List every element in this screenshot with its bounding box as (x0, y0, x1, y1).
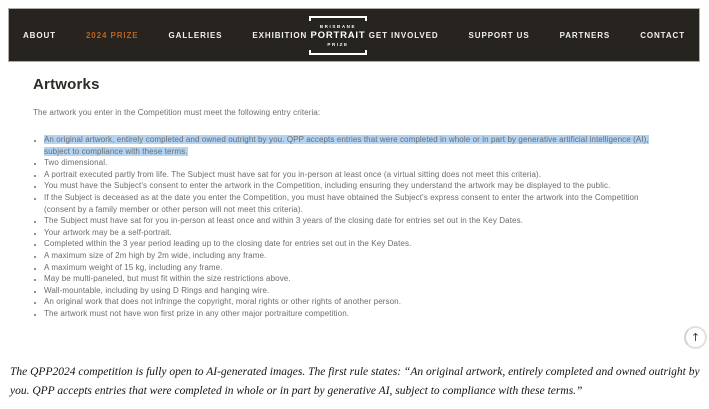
main-nav (8, 8, 700, 62)
brand-logo[interactable] (307, 16, 369, 55)
nav-item-contact[interactable]: CONTACT (640, 30, 685, 40)
logo-line-brisbane: BRISBANE (319, 23, 357, 29)
nav-item-about[interactable]: ABOUT (23, 30, 56, 40)
nav-item-support-us[interactable]: SUPPORT US (468, 30, 530, 40)
logo-line-prize: PRIZE (327, 41, 349, 47)
logo-bracket-bottom-icon (309, 50, 367, 55)
nav-item-partners[interactable]: PARTNERS (559, 30, 611, 40)
criteria-item: • Wall-mountable, including by using D Rings and hanging wire. (44, 285, 665, 297)
criteria-item: • Two dimensional. (44, 157, 665, 169)
criteria-item: • If the Subject is deceased as at the date you enter the Competition, you must have obtained the Subject's express consent to enter the artwork into the Competition (consent by a family member or other person will not meet this criteria). (44, 192, 665, 215)
arrow-up-icon: ↑ (690, 331, 701, 344)
criteria-item: • The artwork must not have won first prize in any other major portraiture competition. (44, 308, 665, 320)
criteria-item: • You must have the Subject's consent to enter the artwork in the Competition, including ensuring they understand the artwork may be displayed to the public. (44, 180, 665, 192)
nav-item-galleries[interactable]: GALLERIES (168, 30, 223, 40)
criteria-item (44, 134, 665, 157)
nav-item-exhibition[interactable]: EXHIBITION (252, 30, 308, 40)
nav-item-2024-prize[interactable]: 2024 PRIZE (85, 30, 139, 40)
criteria-item: • Your artwork may be a self-portrait. (44, 227, 665, 239)
logo-bracket-top-icon (309, 16, 367, 21)
criteria-item: • A maximum size of 2m high by 2m wide, including any frame. (44, 250, 665, 262)
intro-text: The artwork you enter in the Competition must meet the following entry criteria: (33, 108, 321, 117)
nav-item-get-involved[interactable]: GET INVOLVED (368, 30, 439, 40)
scroll-to-top-button[interactable] (684, 326, 707, 349)
criteria-item: • The Subject must have sat for you in-person at least once and within 3 years of the closing date for entries set out in the Key Dates. (44, 215, 665, 227)
criteria-item: • May be multi-paneled, but must fit within the size restrictions above. (44, 273, 665, 285)
page-title: Artworks (33, 76, 100, 93)
content-area (33, 76, 678, 320)
criteria-item: • A portrait executed partly from life. The Subject must have sat for you in-person at least once (a virtual sitting does not meet this criteria). (44, 169, 665, 181)
highlighted-criteria-text: An original artwork, entirely completed and owned outright by you. QPP accepts entries that were completed in whole or in part by generative artificial intelligence (AI), subject to compliance with these terms. (44, 135, 649, 156)
nav-left (23, 31, 307, 40)
caption-text: The QPP2024 competition is fully open to AI-generated images. The first rule states: “An original artwork, entirely completed and owned outright by you. QPP accepts entries that were completed in whole or in part by generative AI, subject to compliance with these terms.” (10, 366, 700, 397)
nav-right (369, 31, 685, 40)
logo-line-portrait: PORTRAIT (310, 29, 366, 41)
criteria-item: • Completed within the 3 year period leading up to the closing date for entries set out in the Key Dates. (44, 238, 665, 250)
criteria-list (33, 134, 665, 320)
criteria-item: • A maximum weight of 15 kg, including any frame. (44, 262, 665, 274)
criteria-item: • An original work that does not infringe the copyright, moral rights or other rights of another person. (44, 296, 665, 308)
